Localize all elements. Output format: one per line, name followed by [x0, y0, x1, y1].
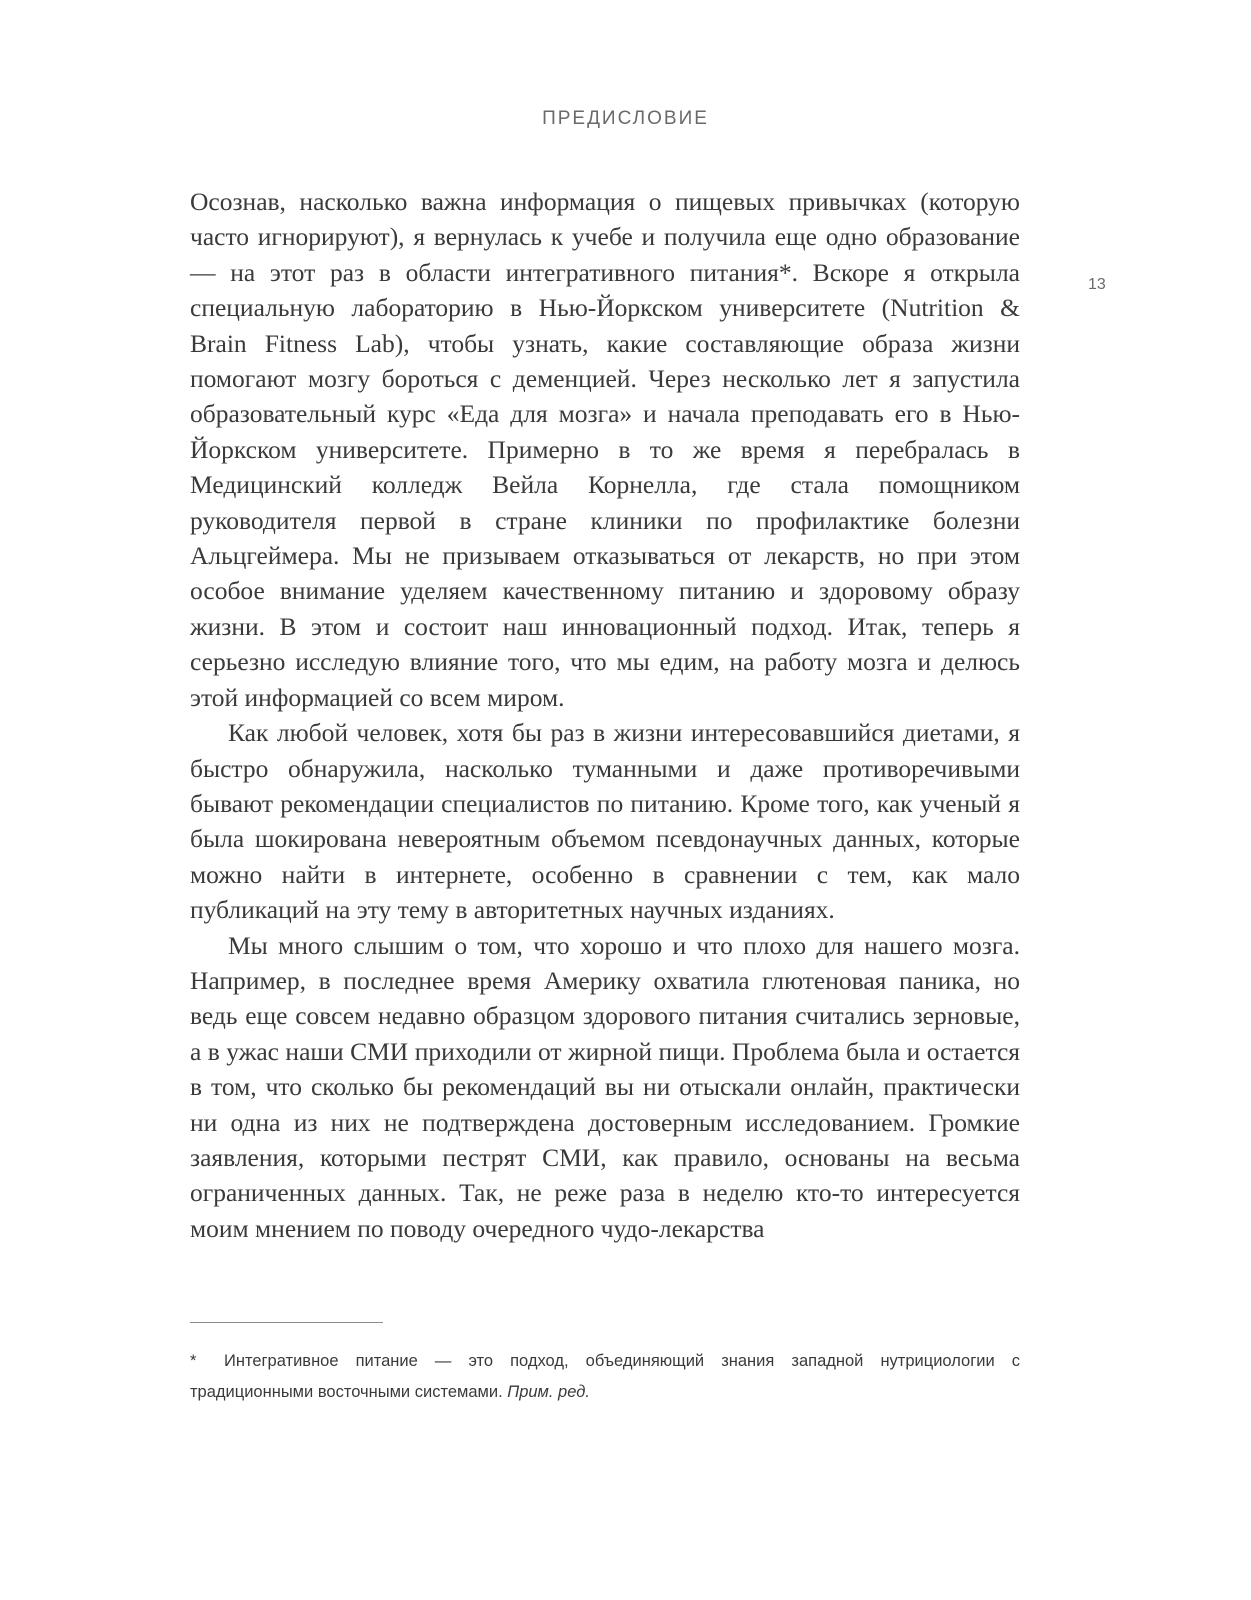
editor-note: Прим. ред. — [507, 1383, 590, 1401]
footnote — [190, 1346, 1020, 1408]
running-head: ПРЕДИСЛОВИЕ — [542, 108, 709, 129]
body-text — [190, 184, 1020, 1246]
paragraph-1: Осознав, насколько важна информация о пищевых привычках (которую часто игнорируют), я вернулась к учебе и получила еще одно образование — на этот раз в области интегративного питания*. Вскоре я открыла специальную лабораторию в Нью-Йоркском университете (Nutrition & Brain Fitness Lab), чтобы узнать, какие составляющие образа жизни помогают мозгу бороться с деменцией. Через несколько лет я запустила образовательный курс «Еда для мозга» и начала преподавать его в Нью-Йоркском университете. Примерно в то же время я перебралась в Медицинский колледж Вейла Корнелла, где стала помощником руководителя первой в стране клиники по профилактике болезни Альцгеймера. Мы не призываем отказываться от лекарств, но при этом особое внимание уделяем качественному питанию и здоровому образу жизни. В этом и состоит наш инновационный подход. Итак, теперь я серьезно исследую влияние того, что мы едим, на работу мозга и делюсь этой информацией со всем миром. — [190, 187, 1020, 712]
paragraph-3: Мы много слышим о том, что хорошо и что плохо для нашего мозга. Например, в последнее время Америку охватила глютеновая паника, но ведь еще совсем недавно образцом здорового питания считались зерновые, а в ужас наши СМИ приходили от жирной пищи. Проблема была и остается в том, что сколько бы рекомендаций вы ни отыскали онлайн, практически ни одна из них не подтверждена достоверным исследованием. Громкие заявления, которыми пестрят СМИ, как правило, основаны на весьма ограниченных данных. Так, не реже раза в неделю кто-то интересуется моим мнением по поводу очередного чудо-лекарства — [190, 930, 1020, 1243]
paragraph-2: Как любой человек, хотя бы раз в жизни интересовавшийся диетами, я быстро обнаружила, насколько туманными и даже противоречивыми бывают рекомендации специалистов по питанию. Кроме того, как ученый я была шокирована невероятным объемом псевдонаучных данных, которые можно найти в интернете, особенно в сравнении с тем, как мало публикаций на эту тему в авторитетных научных изданиях. — [190, 718, 1020, 925]
footnote-text: Интегративное питание — это подход, объединяющий знания западной нутрициологии с традиционными восточными системами. — [190, 1352, 1020, 1401]
page-number: 13 — [1088, 276, 1106, 293]
footnote-divider — [190, 1322, 383, 1323]
footnote-marker: * — [190, 1352, 197, 1370]
